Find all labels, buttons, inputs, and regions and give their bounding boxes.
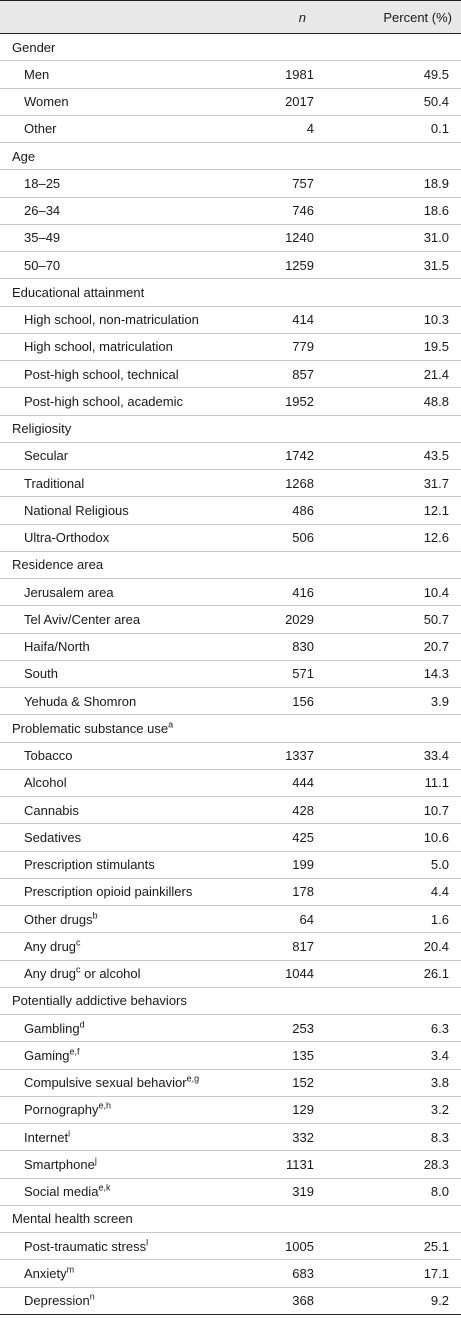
count-cell: 1268 <box>285 475 314 491</box>
label-text: Yehuda & Shomron <box>24 693 137 709</box>
table-row <box>0 688 461 715</box>
label-text: Religiosity <box>12 421 72 437</box>
label-text: Men <box>24 66 50 82</box>
count-cell: 1981 <box>285 66 314 82</box>
table-row <box>0 743 461 770</box>
label-text: Haifa/North <box>24 639 90 655</box>
group-header-row <box>0 416 461 443</box>
count-cell: 253 <box>292 1020 314 1036</box>
label-text: Compulsive sexual behavior <box>24 1075 187 1091</box>
percent-cell: 31.5 <box>423 257 449 273</box>
percent-cell: 0.1 <box>430 121 449 137</box>
row-label <box>0 176 234 191</box>
table-row <box>0 1151 461 1178</box>
label-text: Any drug <box>24 938 77 954</box>
count-cell: 571 <box>292 666 314 682</box>
table-row <box>0 443 461 470</box>
label-text: Cannabis <box>24 802 79 818</box>
percent-cell: 21.4 <box>423 366 449 382</box>
group-header-row <box>0 552 461 579</box>
row-label <box>0 312 234 327</box>
count-cell: 178 <box>292 884 314 900</box>
footnote-marker: c <box>76 964 81 975</box>
percent-cell: 10.6 <box>423 829 449 845</box>
footnote-marker: e,g <box>186 1073 200 1084</box>
count-cell: 416 <box>292 584 314 600</box>
table-row <box>0 606 461 633</box>
header-percent: Percent (%) <box>383 9 452 25</box>
percent-cell: 43.5 <box>423 448 449 464</box>
percent-cell: 31.7 <box>423 475 449 491</box>
row-label <box>0 694 234 709</box>
table-row <box>0 1097 461 1124</box>
row-label <box>0 258 234 273</box>
count-cell: 129 <box>292 1102 314 1118</box>
row-label <box>0 476 234 491</box>
row-label <box>0 830 234 845</box>
percent-cell: 3.8 <box>430 1075 449 1091</box>
table-row <box>0 1179 461 1206</box>
label-text: Sedatives <box>24 829 82 845</box>
percent-cell: 20.7 <box>423 639 449 655</box>
count-cell: 199 <box>292 857 314 873</box>
label-text: Depression <box>24 1293 90 1309</box>
count-cell: 319 <box>292 1184 314 1200</box>
label-text: Women <box>24 94 69 110</box>
row-label <box>0 1157 234 1172</box>
label-text: Residence area <box>12 557 104 573</box>
percent-cell: 31.0 <box>423 230 449 246</box>
count-cell: 152 <box>292 1075 314 1091</box>
label-text: Gender <box>12 39 56 55</box>
table-row <box>0 61 461 88</box>
percent-cell: 26.1 <box>423 966 449 982</box>
percent-cell: 19.5 <box>423 339 449 355</box>
percent-cell: 48.8 <box>423 393 449 409</box>
count-cell: 1240 <box>285 230 314 246</box>
label-text: 26–34 <box>24 203 61 219</box>
percent-cell: 12.1 <box>423 502 449 518</box>
label-text: Post-high school, academic <box>24 393 183 409</box>
label-text: Other <box>24 121 57 137</box>
percent-cell: 49.5 <box>423 66 449 82</box>
row-label <box>0 339 234 354</box>
percent-cell: 10.4 <box>423 584 449 600</box>
percent-cell: 20.4 <box>423 938 449 954</box>
count-cell: 1005 <box>285 1238 314 1254</box>
label-text: Secular <box>24 448 69 464</box>
footnote-marker: a <box>168 719 174 730</box>
group-label <box>0 40 234 55</box>
table-row <box>0 961 461 988</box>
table-row <box>0 1124 461 1151</box>
row-label <box>0 94 234 109</box>
percent-cell: 6.3 <box>430 1020 449 1036</box>
label-text: 35–49 <box>24 230 61 246</box>
row-label <box>0 1021 234 1036</box>
label-text: Jerusalem area <box>24 584 114 600</box>
label-text: Pornography <box>24 1102 99 1118</box>
row-label <box>0 1266 234 1281</box>
table-row <box>0 170 461 197</box>
label-text: South <box>24 666 58 682</box>
row-label <box>0 1075 234 1090</box>
table-row <box>0 879 461 906</box>
table-row <box>0 89 461 116</box>
label-text: Tobacco <box>24 748 73 764</box>
group-label <box>0 421 234 436</box>
group-header-row <box>0 715 461 742</box>
percent-cell: 8.0 <box>430 1184 449 1200</box>
table-row <box>0 933 461 960</box>
percent-cell: 25.1 <box>423 1238 449 1254</box>
group-label <box>0 285 234 300</box>
table-header <box>0 0 461 34</box>
table-row <box>0 661 461 688</box>
table-row <box>0 307 461 334</box>
percent-cell: 14.3 <box>423 666 449 682</box>
label-text: Age <box>12 148 36 164</box>
label-text: Anxiety <box>24 1265 67 1281</box>
row-label <box>0 585 234 600</box>
count-cell: 1044 <box>285 966 314 982</box>
table-row <box>0 525 461 552</box>
percent-cell: 9.2 <box>430 1293 449 1309</box>
count-cell: 2017 <box>285 94 314 110</box>
label-text: 50–70 <box>24 257 61 273</box>
row-label <box>0 121 234 136</box>
table-row <box>0 116 461 143</box>
percent-cell: 3.2 <box>430 1102 449 1118</box>
label-text: Traditional <box>24 475 85 491</box>
label-text: Prescription stimulants <box>24 857 155 873</box>
footnote-marker: m <box>66 1264 75 1275</box>
count-cell: 779 <box>292 339 314 355</box>
row-label <box>0 966 234 981</box>
footnote-marker: c <box>76 937 81 948</box>
row-label <box>0 230 234 245</box>
percent-cell: 4.4 <box>430 884 449 900</box>
table-row <box>0 906 461 933</box>
group-label <box>0 149 234 164</box>
group-label <box>0 721 234 736</box>
label-text: 18–25 <box>24 175 61 191</box>
count-cell: 2029 <box>285 611 314 627</box>
row-label <box>0 939 234 954</box>
table-row <box>0 1233 461 1260</box>
table-row <box>0 797 461 824</box>
percent-cell: 18.9 <box>423 175 449 191</box>
table-row <box>0 1260 461 1287</box>
table-row <box>0 770 461 797</box>
header-n: n <box>298 9 306 25</box>
label-text: Alcohol <box>24 775 67 791</box>
count-cell: 817 <box>292 938 314 954</box>
count-cell: 1337 <box>285 748 314 764</box>
table-row <box>0 824 461 851</box>
percent-cell: 10.7 <box>423 802 449 818</box>
row-label <box>0 394 234 409</box>
row-label <box>0 448 234 463</box>
count-cell: 414 <box>292 312 314 328</box>
footnote-marker: b <box>92 910 98 921</box>
group-label <box>0 993 234 1008</box>
percent-cell: 3.9 <box>430 693 449 709</box>
table-row <box>0 388 461 415</box>
table-row <box>0 579 461 606</box>
percent-cell: 12.6 <box>423 530 449 546</box>
table-row <box>0 1015 461 1042</box>
row-label <box>0 775 234 790</box>
row-label <box>0 1239 234 1254</box>
group-label <box>0 1211 234 1226</box>
footnote-marker: i <box>68 1128 71 1139</box>
count-cell: 1952 <box>285 393 314 409</box>
footnote-marker: n <box>89 1291 95 1302</box>
row-label <box>0 612 234 627</box>
percent-cell: 17.1 <box>423 1265 449 1281</box>
percent-cell: 1.6 <box>430 911 449 927</box>
count-cell: 506 <box>292 530 314 546</box>
label-text: Prescription opioid painkillers <box>24 884 193 900</box>
label-text-continued: or alcohol <box>80 966 141 982</box>
count-cell: 156 <box>292 693 314 709</box>
label-text: Problematic substance use <box>12 720 169 736</box>
count-cell: 135 <box>292 1047 314 1063</box>
label-text: Other drugs <box>24 911 93 927</box>
label-text: High school, matriculation <box>24 339 173 355</box>
row-label <box>0 1130 234 1145</box>
group-header-row <box>0 279 461 306</box>
row-label <box>0 1102 234 1117</box>
count-cell: 1131 <box>286 1156 314 1172</box>
group-header-row <box>0 988 461 1015</box>
count-cell: 857 <box>292 366 314 382</box>
row-label <box>0 912 234 927</box>
percent-cell: 3.4 <box>430 1047 449 1063</box>
table-row <box>0 198 461 225</box>
count-cell: 757 <box>292 175 314 191</box>
row-label <box>0 639 234 654</box>
row-label <box>0 1293 234 1308</box>
label-text: Post-high school, technical <box>24 366 179 382</box>
footnote-marker: e,h <box>98 1101 111 1112</box>
table-row <box>0 252 461 279</box>
table-row <box>0 225 461 252</box>
label-text: Gambling <box>24 1020 80 1036</box>
percent-cell: 28.3 <box>423 1156 449 1172</box>
label-text: High school, non-matriculation <box>24 312 199 328</box>
percent-cell: 5.0 <box>430 857 449 873</box>
label-text: Ultra-Orthodox <box>24 530 110 546</box>
row-label <box>0 203 234 218</box>
label-text: Potentially addictive behaviors <box>12 993 187 1009</box>
footnote-marker: e,f <box>69 1046 80 1057</box>
count-cell: 486 <box>292 502 314 518</box>
table-row <box>0 634 461 661</box>
count-cell: 368 <box>292 1293 314 1309</box>
table-row <box>0 1042 461 1069</box>
table-row <box>0 852 461 879</box>
row-label <box>0 1048 234 1063</box>
count-cell: 425 <box>292 829 314 845</box>
count-cell: 746 <box>292 203 314 219</box>
label-text: Gaming <box>24 1047 70 1063</box>
label-text: Social media <box>24 1184 99 1200</box>
label-text: Educational attainment <box>12 284 145 300</box>
row-label <box>0 857 234 872</box>
label-text: Smartphone <box>24 1156 95 1172</box>
row-label <box>0 748 234 763</box>
label-text: Internet <box>24 1129 69 1145</box>
row-label <box>0 67 234 82</box>
table-row <box>0 470 461 497</box>
percent-cell: 8.3 <box>430 1129 449 1145</box>
count-cell: 1259 <box>285 257 314 273</box>
row-label <box>0 503 234 518</box>
footnote-marker: l <box>146 1237 149 1248</box>
label-text: National Religious <box>24 502 129 518</box>
count-cell: 444 <box>292 775 314 791</box>
count-cell: 428 <box>292 802 314 818</box>
table-row <box>0 1288 461 1315</box>
count-cell: 1742 <box>285 448 314 464</box>
table-body <box>0 34 461 1315</box>
row-label <box>0 530 234 545</box>
group-header-row <box>0 34 461 61</box>
row-label <box>0 884 234 899</box>
percent-cell: 50.7 <box>423 611 449 627</box>
count-cell: 4 <box>306 121 314 137</box>
count-cell: 683 <box>292 1265 314 1281</box>
count-cell: 830 <box>292 639 314 655</box>
label-text: Tel Aviv/Center area <box>24 611 141 627</box>
percent-cell: 50.4 <box>423 94 449 110</box>
percent-cell: 10.3 <box>423 312 449 328</box>
percent-cell: 18.6 <box>423 203 449 219</box>
percent-cell: 33.4 <box>423 748 449 764</box>
footnote-marker: d <box>79 1019 85 1030</box>
table-row <box>0 334 461 361</box>
row-label <box>0 666 234 681</box>
percent-cell: 11.1 <box>424 775 449 791</box>
row-label <box>0 1184 234 1199</box>
table-row <box>0 1070 461 1097</box>
table-row <box>0 497 461 524</box>
row-label <box>0 803 234 818</box>
footnote-marker: j <box>94 1155 97 1166</box>
count-cell: 332 <box>292 1129 314 1145</box>
group-label <box>0 557 234 572</box>
count-cell: 64 <box>299 911 314 927</box>
label-text: Any drug <box>24 966 77 982</box>
table-row <box>0 361 461 388</box>
footnote-marker: e,k <box>98 1182 111 1193</box>
group-header-row <box>0 1206 461 1233</box>
label-text: Post-traumatic stress <box>24 1238 147 1254</box>
row-label <box>0 367 234 382</box>
group-header-row <box>0 143 461 170</box>
label-text: Mental health screen <box>12 1211 133 1227</box>
